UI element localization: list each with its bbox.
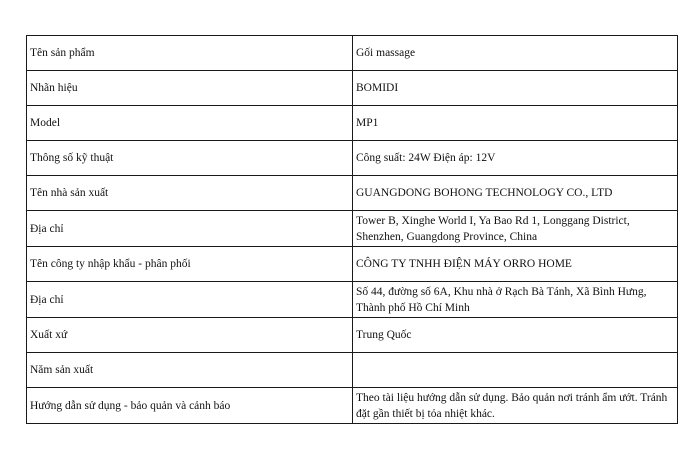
table-row xyxy=(27,353,678,388)
table-row xyxy=(27,106,678,141)
product-spec-table xyxy=(26,35,678,424)
row-label: Tên nhà sản xuất xyxy=(27,176,353,211)
row-value: Theo tài liệu hướng dẫn sử dụng. Bảo quản nơi tránh ẩm ướt. Tránh đặt gần thiết bị tỏa nhiệt khác. xyxy=(353,388,678,424)
table-row xyxy=(27,71,678,106)
row-value: Gối massage xyxy=(353,36,678,71)
row-value: CÔNG TY TNHH ĐIỆN MÁY ORRO HOME xyxy=(353,247,678,282)
row-label: Tên sản phẩm xyxy=(27,36,353,71)
row-label: Hướng dẫn sử dụng - bảo quản và cảnh báo xyxy=(27,388,353,424)
table-row xyxy=(27,141,678,176)
row-value: Tower B, Xinghe World I, Ya Bao Rd 1, Longgang District, Shenzhen, Guangdong Province, China xyxy=(353,211,678,247)
table-row xyxy=(27,211,678,247)
row-label: Xuất xứ xyxy=(27,318,353,353)
row-label: Tên công ty nhập khẩu - phân phối xyxy=(27,247,353,282)
row-label: Địa chỉ xyxy=(27,211,353,247)
row-value: BOMIDI xyxy=(353,71,678,106)
row-value: Trung Quốc xyxy=(353,318,678,353)
row-value: MP1 xyxy=(353,106,678,141)
row-value: Công suất: 24W Điện áp: 12V xyxy=(353,141,678,176)
row-value: GUANGDONG BOHONG TECHNOLOGY CO., LTD xyxy=(353,176,678,211)
table-row xyxy=(27,388,678,424)
row-label: Năm sản xuất xyxy=(27,353,353,388)
row-value: Số 44, đường số 6A, Khu nhà ở Rạch Bà Tánh, Xã Bình Hưng, Thành phố Hồ Chí Minh xyxy=(353,282,678,318)
row-label: Thông số kỹ thuật xyxy=(27,141,353,176)
table-row xyxy=(27,176,678,211)
row-label: Nhãn hiệu xyxy=(27,71,353,106)
table-row xyxy=(27,282,678,318)
row-value xyxy=(353,353,678,388)
table-row xyxy=(27,318,678,353)
row-label: Model xyxy=(27,106,353,141)
table-row xyxy=(27,36,678,71)
table-row xyxy=(27,247,678,282)
row-label: Địa chỉ xyxy=(27,282,353,318)
